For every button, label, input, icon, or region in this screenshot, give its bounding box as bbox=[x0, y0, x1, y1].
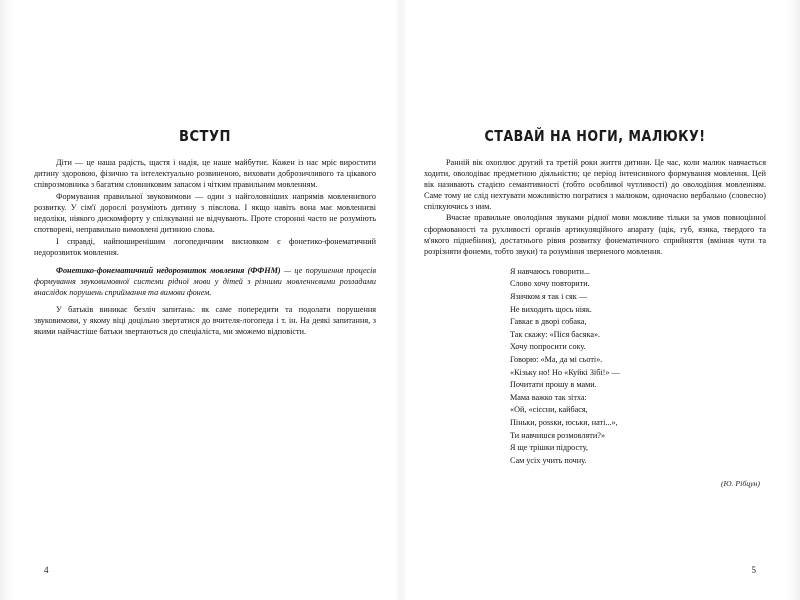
page-number-left: 4 bbox=[44, 565, 49, 575]
poem-line: Я навчаюсь говорити... bbox=[510, 266, 591, 276]
poem-line: «Кізьку но! Но «Куйкі Зібі!» — bbox=[510, 367, 620, 377]
poem-line: Піньки, possки, юськи, наті...», bbox=[510, 417, 618, 427]
definition-text: — це порушення процесів формування звуковимовної системи рідної мови у дітей з різними мовленнєвими розладами внаслідок порушень сприймання та вимови фонем. bbox=[34, 265, 376, 298]
poem-line: Язичком я так і сяк — bbox=[510, 292, 588, 302]
poem bbox=[424, 266, 766, 491]
paragraph: Ранній вік охоплює другий та третій роки життя дитини. Це час, коли малюк навчається ходити, оволодіває предметною діяльністю; це період інтенсивного формування мовлення. Цей вік називають стадією семантивності (тобто особливої чутливості) до оволодіння мовленням. Саме тому не слід нехтувати можливістю погратися з малюком, одночасно вербально (словесно) спілкуючись з ним. bbox=[424, 157, 766, 211]
poem-line: Гавкає в дворі собака, bbox=[510, 317, 587, 327]
paragraph: І справді, найпоширенішим логопедичним висновком є фонетико-фонематичний недорозвиток мовлення. bbox=[34, 236, 376, 257]
poem-line: Мама важко так зітха: bbox=[510, 392, 587, 402]
poem-attribution: (Ю. Рібцун) bbox=[720, 479, 760, 489]
definition-term: Фонетико-фонематичний недорозвиток мовлення (ФФНМ) bbox=[56, 265, 281, 275]
poem-line: Я ще трішки підросту, bbox=[510, 443, 588, 453]
poem-line: Слово хочу повторити. bbox=[510, 279, 590, 289]
poem-line: Сам усіх учить почну. bbox=[510, 455, 587, 465]
poem-line: Почитати прошу в мами. bbox=[510, 380, 597, 390]
left-page-heading: ВСТУП bbox=[179, 127, 231, 145]
poem-line: Ти навчишся розмовляти?» bbox=[510, 430, 605, 440]
definition-paragraph bbox=[34, 265, 376, 298]
poem-line: Так скажу: «Піся басяка». bbox=[510, 329, 601, 339]
paragraph: Діти — це наша радість, щастя і надія, це наше майбутнє. Кожен із нас мріє виростити дитину здоровою, фізично та інтелектуально розвиненою, виховати доброзичливого та цікавого співрозмовника з багатим словниковим запасом і чітким правильним мовленням. bbox=[34, 158, 376, 190]
paragraph: У батьків виникає безліч запитань: як саме попередити та подолати порушення звуковимови, у якому віці доцільно звертатися до вчителя-логопеда і т. ін. На деякі запитання, з якими найчастіше батьки звертаються до спеціаліста, ми зможемо відповісти. bbox=[34, 305, 376, 337]
right-page-heading: СТАВАЙ НА НОГИ, МАЛЮКУ! bbox=[484, 127, 706, 145]
right-page bbox=[400, 0, 800, 600]
poem-line: «Ой, «сіссни, кайбася, bbox=[510, 405, 588, 415]
poem-line: Хочу попросити соку. bbox=[510, 342, 586, 352]
poem-line: Не виходить щось ніяк. bbox=[510, 304, 592, 314]
page-number-right: 5 bbox=[751, 565, 756, 575]
poem-line: Говорю: «Ма, да мі сьоті». bbox=[510, 355, 603, 364]
right-page-text-column bbox=[424, 128, 766, 491]
left-page-text-column bbox=[34, 128, 376, 338]
paragraph: Формування правильної звуковимови — один з найголовніших напрямів мовленнєвого розвитку. У сім'ї дорослі розуміють дитину з півслова. І якщо навіть вона має мовленнєві недоліки, ніякого дискомфорту у спілкуванні не відчувають. Проте сторонні часто не розуміють спотворені, неправильно вимовлені дитиною слова. bbox=[34, 191, 376, 235]
paragraph: Вчасне правильне оволодіння звуками рідної мови можливе тільки за умов повноцінної сформованості та рухливості органів артикуляційного апарату (щік, губ, язика, твердого та м'якого піднебіння), достатнього рівня розвитку фонематичного сприйняття (вміння чути та розрізняти фонеми, тобто звуки) та розуміння зверненого мовлення. bbox=[424, 213, 766, 256]
